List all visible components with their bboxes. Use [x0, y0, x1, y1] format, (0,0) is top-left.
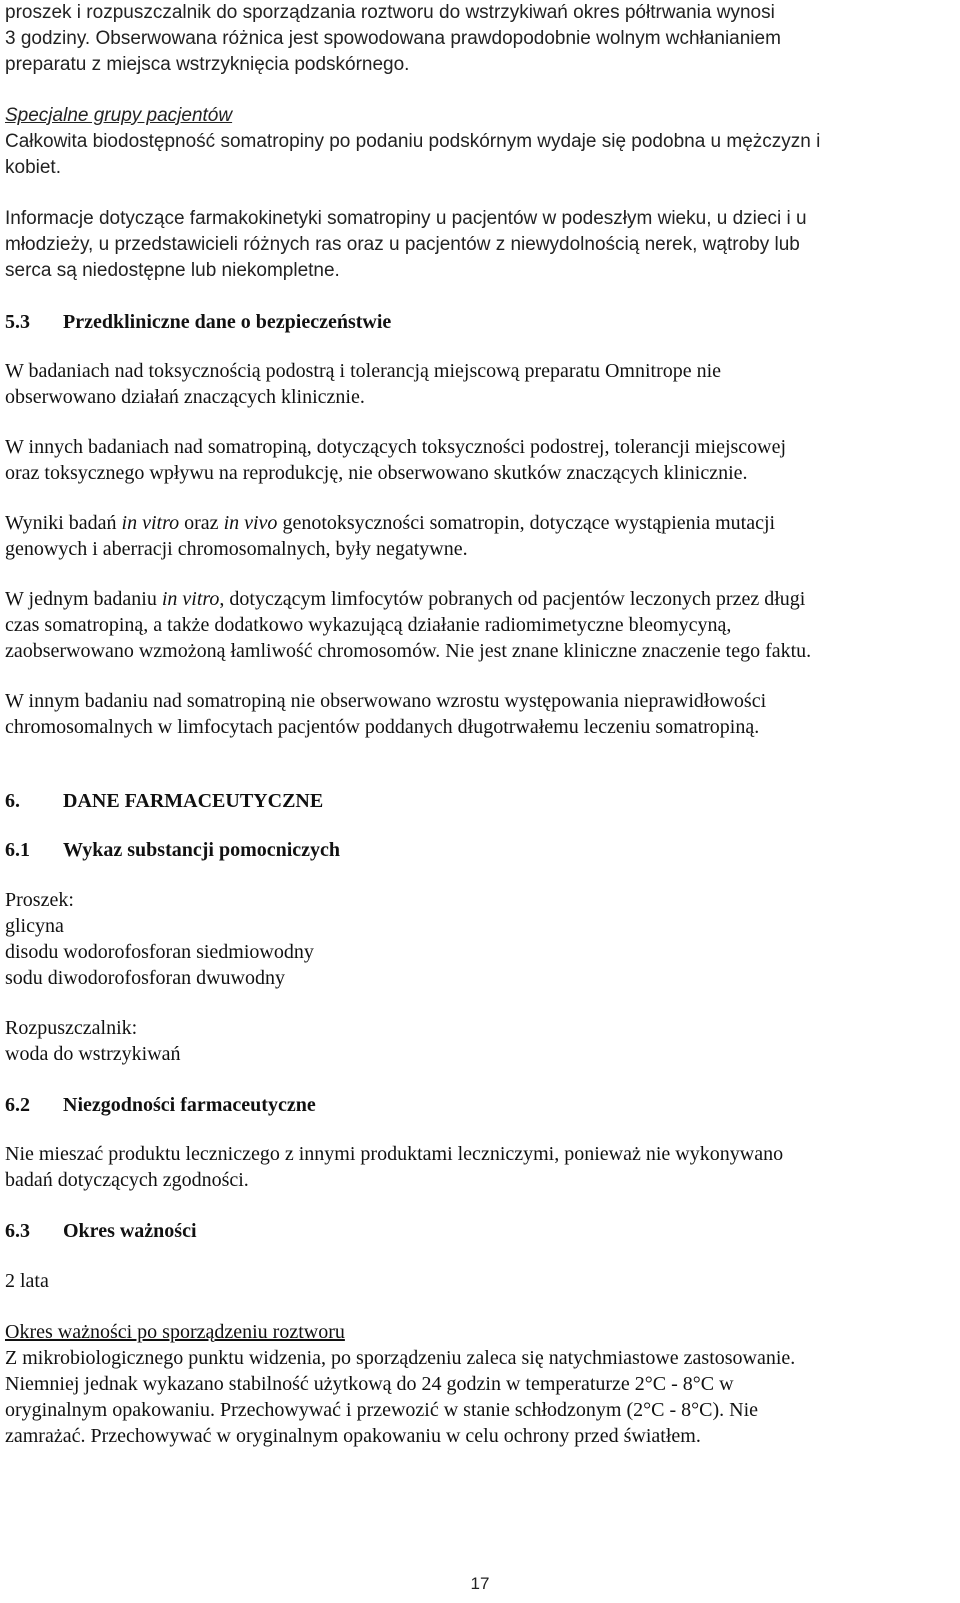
text-line: oryginalnym opakowaniu. Przechowywać i przewozić w stanie schłodzonym (2°C - 8°C). Nie	[5, 1399, 759, 1421]
text-line: 3 godziny. Obserwowana różnica jest spowodowana prawdopodobnie wolnym wchłanianiem	[5, 28, 781, 49]
section-5-3-heading	[5, 309, 950, 335]
special-groups-paragraph	[5, 103, 950, 181]
text-line: Niemniej jednak wykazano stabilność użytkową do 24 godzin w temperaturze 2°C - 8°C w	[5, 1373, 734, 1395]
text-line: W innych badaniach nad somatropiną, dotyczących toksyczności podostrej, tolerancji miejscowej	[5, 436, 787, 458]
section-5-3-paragraph-1	[5, 358, 950, 410]
list-item: glicyna	[5, 915, 64, 937]
text-line: zamrażać. Przechowywać w oryginalnym opakowaniu w celu ochrony przed światłem.	[5, 1425, 701, 1447]
section-title: DANE FARMACEUTYCZNE	[63, 790, 324, 812]
text-line: W innym badaniu nad somatropiną nie obserwowano wzrostu występowania nieprawidłowości	[5, 690, 767, 712]
text-line: preparatu z miejsca wstrzyknięcia podskórnego.	[5, 54, 410, 75]
list-item: disodu wodorofosforan siedmiowodny	[5, 941, 314, 963]
section-title: Niezgodności farmaceutyczne	[63, 1094, 316, 1116]
text-line: Z mikrobiologicznego punktu widzenia, po sporządzeniu zaleca się natychmiastowe zastosowanie.	[5, 1347, 796, 1369]
text-line: serca są niedostępne lub niekompletne.	[5, 260, 340, 281]
pk-info-paragraph	[5, 206, 950, 284]
section-6-heading	[5, 788, 950, 814]
italic-term: in vitro	[121, 512, 180, 534]
text-line: oraz toksycznego wpływu na reprodukcję, nie obserwowano skutków znaczących klinicznie.	[5, 462, 748, 484]
text-line: W jednym badaniu in vitro, dotyczącym limfocytów pobranych od pacjentów leczonych przez długi	[5, 588, 806, 610]
page-number: 17	[470, 1574, 490, 1593]
text-line: Wyniki badań in vitro oraz in vivo genotoksyczności somatropin, dotyczące wystąpienia mutacji	[5, 512, 776, 534]
powder-list	[5, 887, 950, 991]
text-line: obserwowano działań znaczących klinicznie.	[5, 386, 365, 408]
section-6-2-heading	[5, 1092, 950, 1118]
text-line: Nie mieszać produktu leczniczego z innymi produktami leczniczymi, ponieważ nie wykonywano	[5, 1143, 784, 1165]
section-number: 6.	[5, 790, 20, 812]
text-line: Informacje dotyczące farmakokinetyki somatropiny u pacjentów w podeszłym wieku, u dzieci i u	[5, 208, 807, 229]
section-5-3-paragraph-5	[5, 688, 950, 740]
text-line: badań dotyczących zgodności.	[5, 1169, 249, 1191]
text-line: chromosomalnych w limfocytach pacjentów poddanych długotrwałemu leczeniu somatropiną.	[5, 716, 760, 738]
section-number: 6.1	[5, 839, 30, 861]
list-item: woda do wstrzykiwań	[5, 1043, 181, 1065]
section-6-2-paragraph	[5, 1141, 950, 1193]
section-6-3-heading	[5, 1218, 950, 1244]
italic-term: in vivo	[223, 512, 278, 534]
text-line: czas somatropiną, a także dodatkowo wykazującą działanie radiomimetyczne bleomycyną,	[5, 614, 732, 636]
section-5-3-paragraph-2	[5, 434, 950, 486]
text-line: genowych i aberracji chromosomalnych, były negatywne.	[5, 538, 468, 560]
shelf-life-value: 2 lata	[5, 1270, 49, 1292]
shelf-life-subtitle: Okres ważności po sporządzeniu roztworu	[5, 1321, 345, 1343]
text-line: proszek i rozpuszczalnik do sporządzania roztworu do wstrzykiwań okres półtrwania wynosi	[5, 2, 775, 23]
text-line: zaobserwowano wzmożoną łamliwość chromosomów. Nie jest znane kliniczne znaczenie tego faktu.	[5, 640, 812, 662]
text-line: Całkowita biodostępność somatropiny po podaniu podskórnym wydaje się podobna u mężczyzn i	[5, 131, 821, 152]
section-number: 6.2	[5, 1094, 30, 1116]
solvent-label: Rozpuszczalnik:	[5, 1017, 138, 1039]
section-5-3-paragraph-3	[5, 510, 950, 562]
section-number: 6.3	[5, 1220, 30, 1242]
text-line: W badaniach nad toksycznością podostrą i tolerancją miejscową preparatu Omnitrope nie	[5, 360, 722, 382]
list-item: sodu diwodorofosforan dwuwodny	[5, 967, 285, 989]
intro-paragraph	[5, 0, 950, 78]
solvent-list	[5, 1015, 950, 1067]
italic-term: in vitro	[161, 588, 220, 610]
section-6-1-heading	[5, 837, 950, 863]
special-groups-title: Specjalne grupy pacjentów	[5, 105, 233, 126]
powder-label: Proszek:	[5, 889, 74, 911]
section-title: Przedkliniczne dane o bezpieczeństwie	[63, 311, 392, 333]
section-title: Okres ważności	[63, 1220, 197, 1242]
section-5-3-paragraph-4	[5, 586, 950, 664]
section-number: 5.3	[5, 311, 30, 333]
section-6-3-paragraph	[5, 1319, 950, 1449]
text-line: kobiet.	[5, 157, 61, 178]
section-title: Wykaz substancji pomocniczych	[63, 839, 341, 861]
text-line: młodzieży, u przedstawicieli różnych ras oraz u pacjentów z niewydolnością nerek, wątroby lub	[5, 234, 800, 255]
